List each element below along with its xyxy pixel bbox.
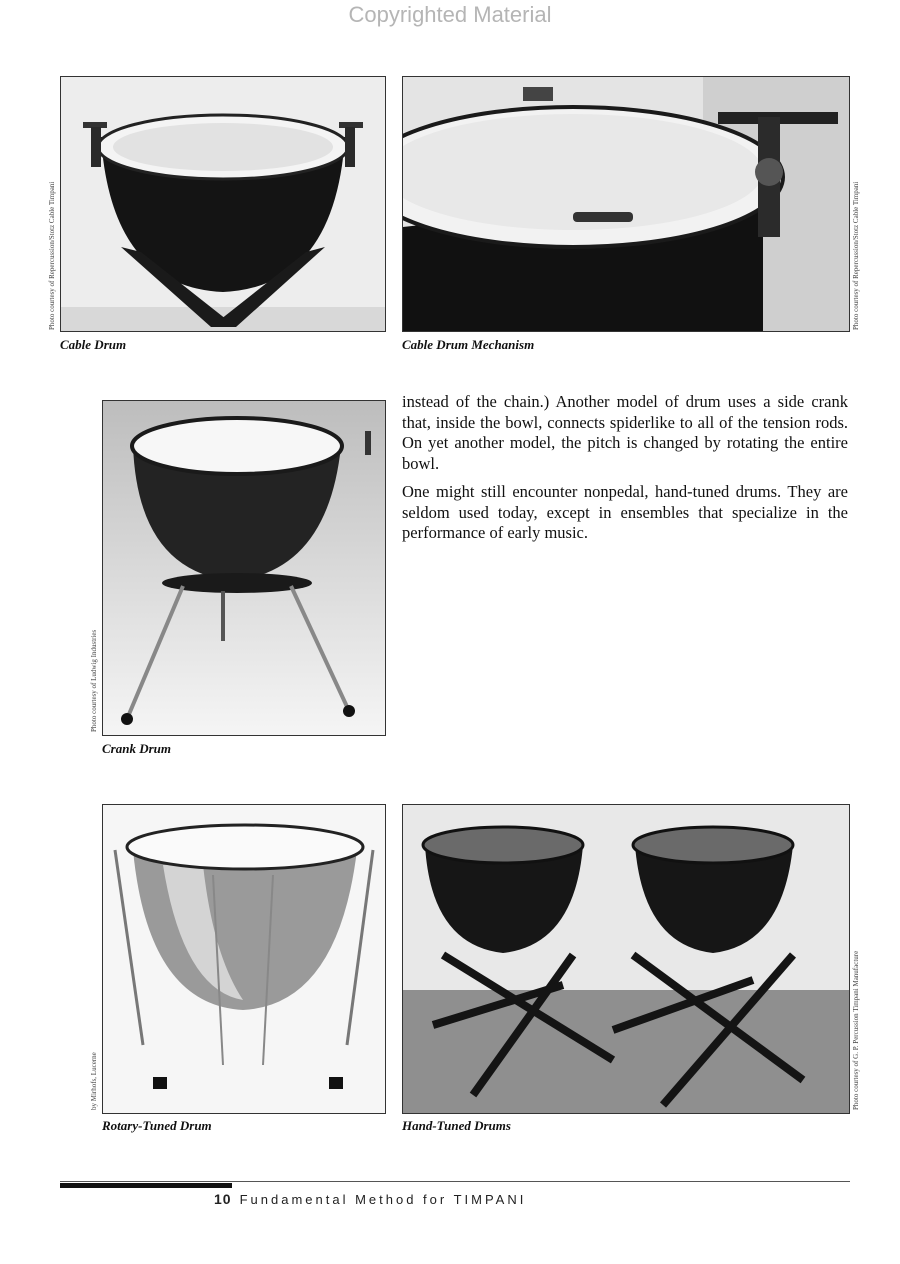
hand-tuned-photo bbox=[402, 804, 850, 1114]
rotary-drum-photo bbox=[102, 804, 386, 1114]
hand-tuned-caption: Hand-Tuned Drums bbox=[402, 1118, 511, 1133]
footer-rule-accent bbox=[60, 1183, 232, 1188]
rotary-drum-caption: Rotary-Tuned Drum bbox=[102, 1118, 212, 1133]
rotary-drum-credit: by Mirhofs, Lucerne bbox=[90, 1052, 98, 1110]
cable-mechanism-caption: Cable Drum Mechanism bbox=[402, 337, 535, 352]
crank-drum-credit: Photo courtesy of Ludwig Industries bbox=[90, 629, 98, 732]
crank-drum-photo bbox=[102, 400, 386, 736]
book-title: Fundamental Method for TIMPANI bbox=[239, 1192, 527, 1207]
footer-rule bbox=[60, 1181, 850, 1182]
crank-drum-caption: Crank Drum bbox=[102, 741, 171, 756]
cable-drum-credit: Photo courtesy of Repercussion/Stotz Cable Timpani bbox=[48, 181, 56, 330]
cable-drum-caption: Cable Drum bbox=[60, 337, 127, 352]
page-footer bbox=[214, 1191, 526, 1207]
cable-mechanism-credit: Photo courtesy of Repercussion/Stotz Cable Timpani bbox=[852, 181, 860, 330]
body-paragraph-2: One might still encounter nonpedal, hand-tuned drums. They are seldom used today, except in ensembles that specialize in the performance of early music. bbox=[402, 482, 848, 542]
copyright-watermark: Copyrighted Material bbox=[348, 2, 552, 27]
cable-mechanism-photo bbox=[402, 76, 850, 332]
page-number: 10 bbox=[214, 1191, 232, 1207]
body-paragraph-1: instead of the chain.) Another model of drum uses a side crank that, inside the bowl, connects spiderlike to all of the tension rods. On yet another model, the pitch is changed by rotating the entire bowl. bbox=[402, 392, 848, 473]
hand-tuned-credit: Photo courtesy of G. P. Percussion Timpani Manufacture bbox=[852, 950, 860, 1110]
body-text bbox=[402, 392, 848, 552]
cable-drum-photo bbox=[60, 76, 386, 332]
